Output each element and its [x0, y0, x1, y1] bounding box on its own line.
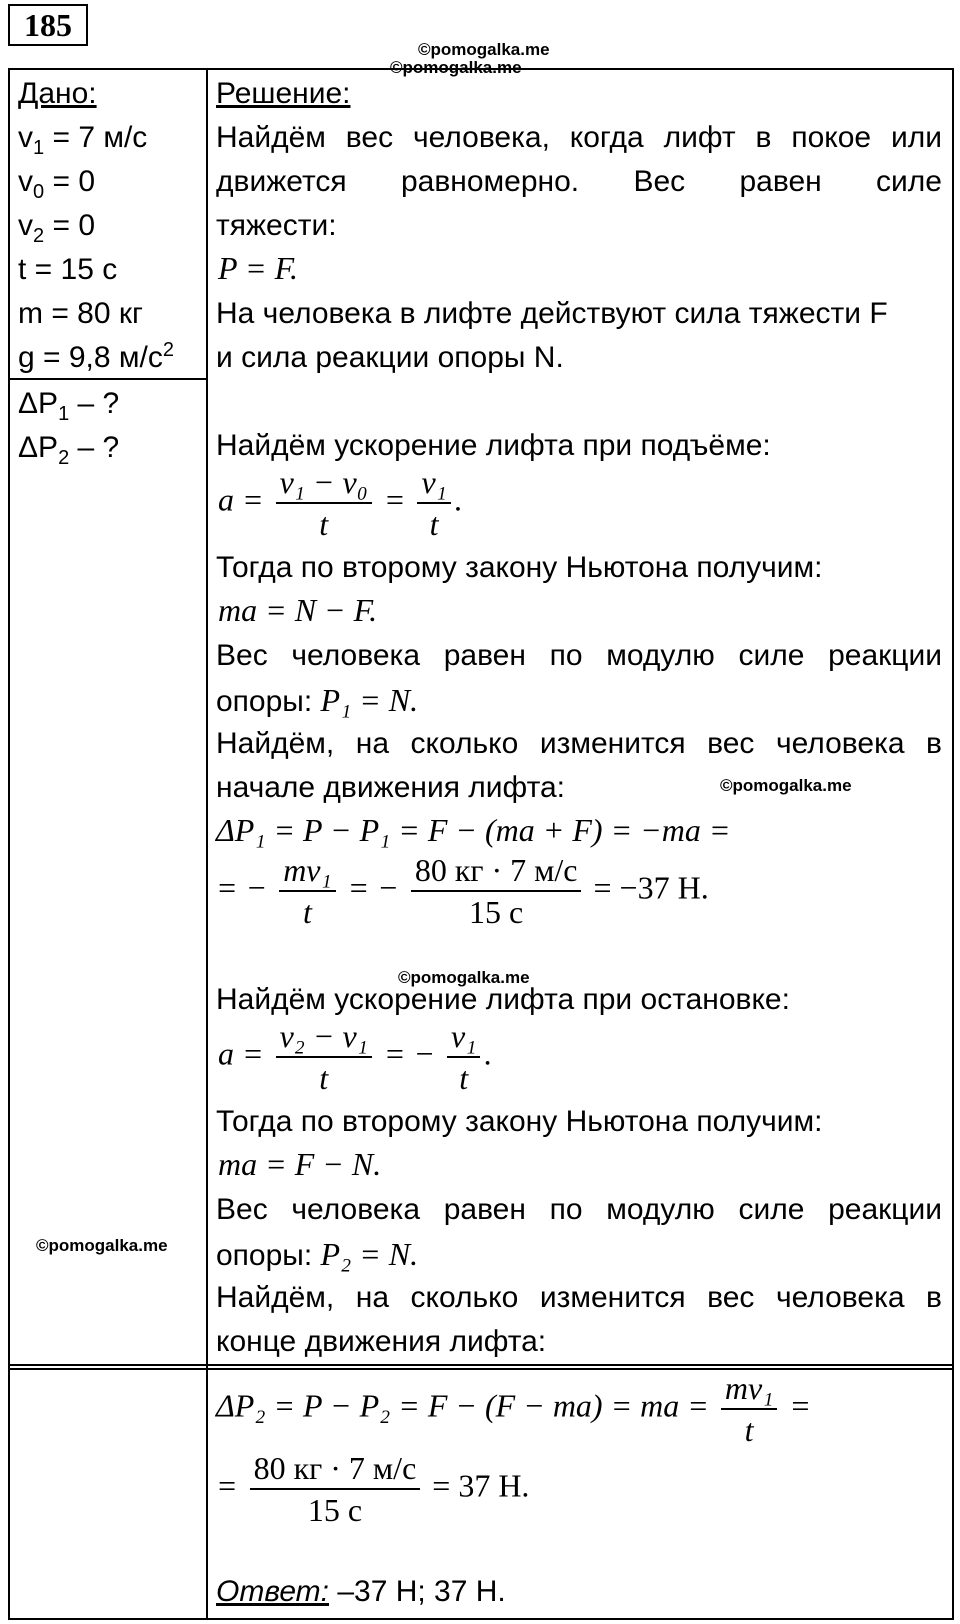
text-line: Найдём вес человека, когда лифт в покое или [216, 121, 942, 154]
text-line: Тогда по второму закону Ньютона получим: [216, 551, 823, 584]
text-line: конце движения лифта: [216, 1325, 547, 1358]
answer-text: –37 Н; 37 Н. [329, 1575, 506, 1608]
problem-number: 185 [8, 4, 88, 46]
equation-acceleration-up: a = $\frac{\text{v₁ − v₀}}{t}$ = $\frac{\text{v₁}}{t}$ . [218, 464, 463, 542]
given-item: g = 9,8 $м/с^2$ [18, 339, 174, 374]
equation: ΔP₁ = P − P₁ = F − (ma + F) = −ma = [216, 812, 731, 848]
given-item: t = 15 с [18, 253, 118, 286]
text-line: начале движения лифта: [216, 771, 565, 804]
column-divider [206, 68, 208, 1370]
find-item: $\Delta P_1$ – ? [18, 387, 120, 425]
text-line: движется равномерно. Вес равен силе [216, 165, 942, 198]
text-line: Вес человека равен по модулю силе реакции [216, 639, 942, 672]
text-line: Найдём ускорение лифта при остановке: [216, 983, 790, 1016]
equation-delta-p1: = − $\frac{\text{mv₁}}{t}$ = − $\frac{80 кг \cdot 7 м/с}{15 с}$ = −37 Н. [216, 852, 709, 930]
equation: ma = N − F. [218, 592, 378, 628]
equation: ma = F − N. [218, 1146, 382, 1182]
equation: P = F. [218, 250, 298, 286]
text-line: Вес человека равен по модулю силе реакции [216, 1193, 942, 1226]
text-line: опоры: P₂ = N. [216, 1236, 419, 1272]
watermark: ©pomogalka.me [36, 1236, 168, 1255]
given-item: $v_2 = 0$ [18, 209, 95, 247]
text-line: Найдём ускорение лифта при подъёме: [216, 429, 771, 462]
watermark: ©pomogalka.me [720, 776, 852, 795]
equation-delta-p2-value: = $\frac{80 кг \cdot 7 м/с}{15 с}$ = 37 Н. [216, 1450, 530, 1528]
text-line: Найдём, на сколько изменится вес человека в [216, 1281, 942, 1314]
text-line: тяжести: [216, 209, 337, 242]
given-item: m = 80 кг [18, 297, 143, 330]
watermark: ©pomogalka.me [398, 968, 530, 987]
given-item: $v_0 = 0$ [18, 165, 95, 203]
text-line: опоры: P₁ = N. [216, 682, 419, 718]
watermark: ©pomogalka.me [418, 40, 550, 59]
solution-table-top [8, 68, 954, 1370]
text-line: На человека в лифте действуют сила тяжести F [216, 297, 888, 330]
given-heading: Дано: [18, 77, 97, 110]
text-line: и сила реакции опоры N. [216, 341, 564, 374]
text-line: Найдём, на сколько изменится вес человека в [216, 727, 942, 760]
text-line: Тогда по второму закону Ньютона получим: [216, 1105, 823, 1138]
solution-heading: Решение: [216, 77, 351, 110]
equation-acceleration-stop: a = $\frac{\text{v₂ − v₁}}{t}$ = − $\frac{\text{v₁}}{t}$ . [218, 1018, 493, 1096]
answer [216, 1570, 506, 1614]
find-item: $\Delta P_2$ – ? [18, 431, 120, 469]
answer-label: Ответ: [216, 1575, 329, 1608]
given-item: $v_1 = 7$ м/с [18, 121, 148, 159]
equation-delta-p2: ΔP₂ = P − P₂ = F − (F − ma) = ma = $\frac{\text{mv₁}}{t}$ = [216, 1370, 811, 1448]
column-divider [206, 1364, 208, 1620]
watermark: ©pomogalka.me [390, 58, 522, 77]
